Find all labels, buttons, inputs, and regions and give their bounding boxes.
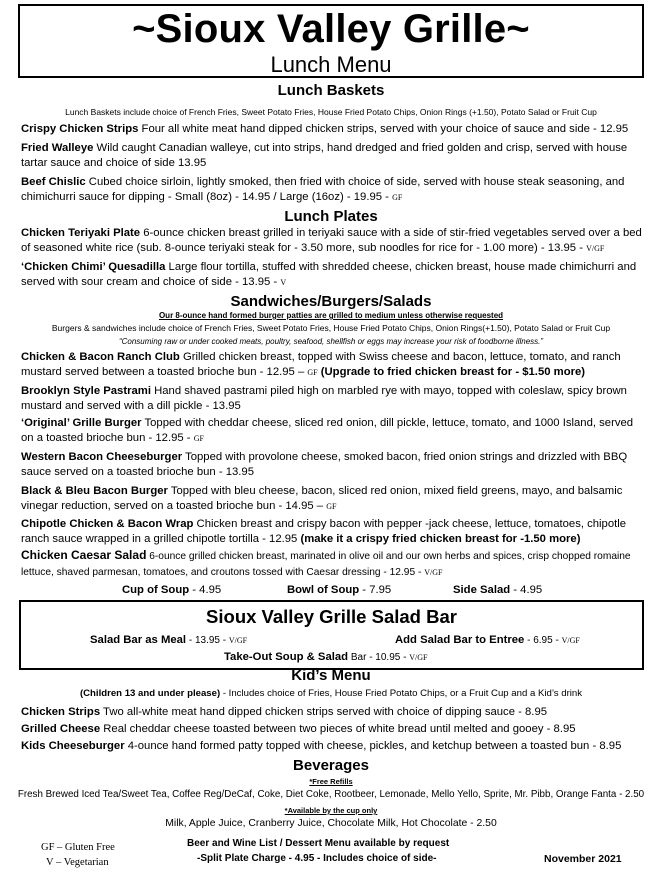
diet-tag: V/GF [424,567,443,577]
item-desc: Real cheddar cheese toasted between two pieces of white bread until melted and gooey - 8.95 [100,723,576,735]
legend-gf: GF – Gluten Free [41,842,115,853]
beverage-list: Fresh Brewed Iced Tea/Sweet Tea, Coffee Reg/DeCaf, Coke, Diet Coke, Rootbeer, Lemonade, Mello Yello, Sprite, Mr. Pibb, Orange Fanta - 2.50 [17,789,645,800]
item-name-suffix: Bar [348,652,367,663]
free-refills-label: *Free Refills [309,777,353,786]
item-desc: 4-ounce hand formed patty topped with cheese, pickles, and ketchup between a toasted bun - 8.95 [124,740,622,752]
menu-subtitle: Lunch Menu [270,52,392,77]
item-desc: Four all white meat hand dipped chicken strips, served with your choice of sauce and side - 12.95 [138,123,629,135]
item-desc: Grilled chicken breast, topped with Swiss cheese and bacon, lettuce, tomato, and ranch mustard served between a toasted brioche bun - 12.95 – [21,351,621,378]
item-name: Chicken Teriyaki Plate [21,227,141,239]
menu-item [21,517,646,546]
salad-bar-entree [395,634,580,646]
cup-only-label: *Available by the cup only [284,806,378,815]
burger-note: Our 8-ounce hand formed burger patties are grilled to medium unless otherwise requested [158,311,504,320]
item-name: ‘Original’ Grille Burger [21,417,142,429]
item-desc: Hand shaved pastrami piled high on marbled rye with mayo, topped with coleslaw, spicy brown mustard and served with a dill pickle - 13.95 [21,385,627,412]
kids-note-text: - Includes choice of Fries, House Fried Potato Chips, or a Fruit Cup and a Kid’s drink [220,688,583,699]
menu-item [21,350,646,380]
lunch-baskets-note: Lunch Baskets include choice of French Fries, Sweet Potato Fries, House Fried Potato Chips, Onion Rings (+1.50), Potato Salad or Fruit Cup [65,107,597,117]
header-box [18,4,644,78]
sandwiches-heading: Sandwiches/Burgers/Salads [230,293,432,310]
kids-note-bold: (Children 13 and under please) [79,688,221,699]
menu-date: November 2021 [544,853,622,865]
soup-bowl [287,584,391,596]
menu-item [21,722,646,737]
menu-item [21,705,646,720]
sandwiches-side-note: Burgers & sandwiches include choice of French Fries, Sweet Potato Fries, House Fried Potato Chips, Onion Rings(+1.50), Potato Salad or Fruit Cup [51,323,611,333]
item-name: ‘Chicken Chimi’ Quesadilla [21,261,166,273]
menu-item [21,384,646,413]
item-extra: (Upgrade to fried chicken breast for - $1.50 more) [317,365,586,378]
diet-tag: V/GF [586,243,605,253]
diet-tag: GF [326,501,337,511]
food-safety-note: “Consuming raw or under cooked meats, poultry, seafood, shellfish or eggs may increase your risk of foodborne illness.” [118,337,544,346]
item-desc: Topped with cheddar cheese, sliced red onion, dill pickle, lettuce, tomato, and 1000 Island, served on a toasted brioche bun - 12.95 - [21,417,634,444]
item-name: Kids Cheeseburger [21,740,125,752]
diet-tag: V [280,277,287,287]
item-desc: Large flour tortilla, stuffed with shredded cheese, chicken breast, house made chimichurri and served with sour cream and choice of side - 13.95 - [21,261,637,288]
item-name: Salad Bar as Meal [90,634,187,646]
item-price: - 4.95 [510,584,543,596]
cup-list: Milk, Apple Juice, Cranberry Juice, Chocolate Milk, Hot Chocolate - 2.50 [165,818,497,829]
item-name: Grilled Cheese [21,723,101,735]
item-name: Chicken Caesar Salad [21,548,147,562]
restaurant-title: ~Sioux Valley Grille~ [132,7,530,51]
kids-heading: Kid’s Menu [291,667,371,684]
item-name: Brooklyn Style Pastrami [21,385,151,397]
item-desc: Topped with bleu cheese, bacon, sliced red onion, mixed field greens, mayo, and balsamic vinegar reduction, served on a toasted brioche bun - 14.95 – [21,485,623,512]
item-desc: Wild caught Canadian walleye, cut into strips, hand dredged and fried golden and crisp, served with house tartar sauce and choice of side 13.95 [21,142,628,169]
item-price: - 6.95 - [524,635,562,646]
wine-list-note: Beer and Wine List / Dessert Menu available by request [187,838,450,849]
item-name: Chipotle Chicken & Bacon Wrap [21,518,194,530]
item-name: Chicken & Bacon Ranch Club [21,351,180,363]
item-price: - 7.95 [359,584,392,596]
beverages-heading: Beverages [293,757,369,774]
diet-tag: GF [307,367,318,377]
diet-tag: V/GF [409,653,428,662]
lunch-plates-heading: Lunch Plates [284,208,378,225]
menu-item [21,175,646,205]
item-desc: 6-ounce chicken breast grilled in teriyaki sauce with a side of stir-fried vegetables served over a bed of seasoned white rice (sub. 8-ounce teriyaki steak for - 3.50 more, sub noodles for rice for - 1.00 more) - 13.95 - [21,227,642,254]
lunch-baskets-heading: Lunch Baskets [277,82,385,99]
side-salad [453,584,542,596]
salad-bar-meal [90,634,247,646]
item-name: Bowl of Soup [287,584,360,596]
menu-item [21,122,646,137]
item-price: - 13.95 - [186,635,229,646]
menu-item [21,548,646,580]
salad-bar-takeout [224,651,427,663]
menu-item [21,739,646,754]
diet-tag: GF [392,192,403,202]
menu-item [21,141,646,170]
kids-note [0,688,662,699]
item-desc: Topped with provolone cheese, smoked bacon, fried onion strings and drizzled with BBQ sauce served on a toasted brioche bun - 13.95 [21,451,628,478]
diet-tag: GF [193,433,204,443]
item-extra: (make it a crispy fried chicken breast for -1.50 more) [300,532,581,545]
item-price: - 10.95 - [366,652,410,663]
split-plate-note: -Split Plate Charge - 4.95 - Includes choice of side- [197,853,437,864]
item-price: - 4.95 [189,584,222,596]
item-name: Crispy Chicken Strips [21,123,139,135]
item-desc: Two all-white meat hand dipped chicken strips served with choice of dipping sauce - 8.95 [100,706,548,718]
item-name: Cup of Soup [122,584,190,596]
item-desc: 6-ounce grilled chicken breast, marinated in olive oil and our own herbs and spices, crisp chopped romaine lettuce, shaved parmesan, tomatoes, and croutons tossed with Caesar dressing - 12.95 - [21,551,631,578]
salad-bar-box [19,600,644,670]
item-name: Beef Chislic [21,176,86,188]
menu-item [21,484,646,514]
item-name: Fried Walleye [21,142,94,154]
salad-bar-heading: Sioux Valley Grille Salad Bar [206,606,457,627]
cup-only-note [0,806,662,815]
item-name: Chicken Strips [21,706,101,718]
menu-item [21,226,646,256]
diet-tag: V/GF [228,636,248,645]
item-name: Take-Out Soup & Salad [224,651,349,663]
legend-v: V – Vegetarian [46,857,109,868]
menu-item [21,416,646,446]
soup-cup [122,584,221,596]
item-name: Black & Bleu Bacon Burger [21,485,168,497]
item-name: Side Salad [453,584,511,596]
item-name: Western Bacon Cheeseburger [21,451,183,463]
menu-item [21,450,646,479]
item-desc: Chicken breast and crispy bacon with pepper -jack cheese, lettuce, tomatoes, chipotle ranch sauce wrapped in a grilled chipotle tortilla - 12.95 [21,518,627,545]
free-refills-note [0,777,662,786]
item-desc: Cubed choice sirloin, lightly smoked, then fried with choice of side, served with house steak seasoning, and chimichurri sauce for dipping - Small (8oz) - 14.95 / Large (16oz) - 19.95 - [21,176,625,203]
item-name: Add Salad Bar to Entree [395,634,525,646]
diet-tag: V/GF [561,636,580,645]
menu-item [21,260,646,290]
